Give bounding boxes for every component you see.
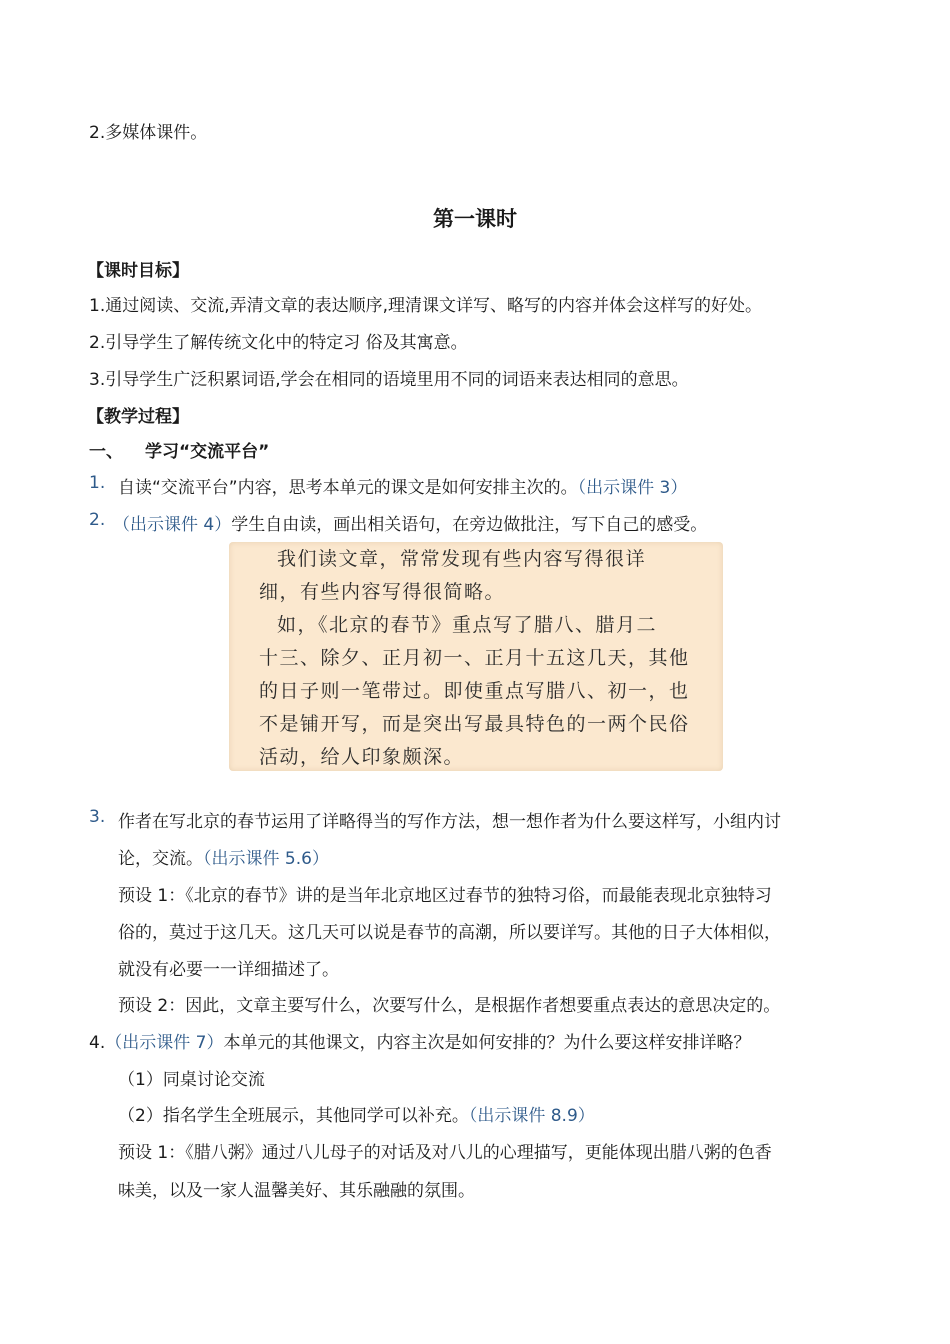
- step-1-number: 1.: [89, 473, 106, 493]
- goal-item-1: 1.通过阅读、交流,弄清文章的表达顺序,理清课文详写、略写的内容并体会这样写的好处。: [89, 296, 763, 316]
- step-4-sub-2: [118, 1101, 595, 1126]
- step-2-courseware-ref[interactable]: （出示课件 4）: [113, 515, 232, 535]
- step-4-sub-1: （1）同桌讨论交流: [118, 1070, 265, 1090]
- excerpt-line: 我们读文章，常常发现有些内容写得很详: [277, 548, 647, 570]
- excerpt-line: 如，《北京的春节》重点写了腊八、腊月二: [277, 614, 658, 636]
- step-3-courseware-ref[interactable]: （出示课件 5.6）: [203, 849, 329, 869]
- step-3-preset-1-line: 预设 1：《北京的春节》讲的是当年北京地区过春节的独特习俗，而最能表现北京独特习: [118, 886, 772, 906]
- process-heading: 【教学过程】: [87, 407, 189, 427]
- goals-heading: 【课时目标】: [87, 261, 189, 281]
- step-3-line-1: 作者在写北京的春节运用了详略得当的写作方法，想一想作者为什么要这样写，小组内讨: [118, 812, 781, 832]
- step-2-text: 学生自由读，画出相关语句，在旁边做批注，写下自己的感受。: [231, 515, 708, 535]
- material-item-media: 2.多媒体课件。: [89, 123, 208, 143]
- step-4-preset-1-line: 预设 1：《腊八粥》通过八儿母子的对话及对八儿的心理描写，更能体现出腊八粥的色香: [118, 1143, 772, 1163]
- step-4-text: 本单元的其他课文，内容主次是如何安排的？为什么要这样安排详略？: [223, 1033, 751, 1053]
- step-2-number: 2.: [89, 510, 106, 530]
- step-3-text: 论，交流。: [118, 849, 203, 869]
- step-3-preset-1-line: 俗的，莫过于这几天。这几天可以说是春节的高潮，所以要详写。其他的日子大体相似，: [118, 923, 781, 943]
- step-3-preset-2: 预设 2：因此，文章主要写什么，次要写什么，是根据作者想要重点表达的意思决定的。: [118, 996, 781, 1016]
- step-3-preset-1-line: 就没有必要一一详细描述了。: [118, 960, 339, 980]
- step-4-preset-1-line: 味美，以及一家人温馨美好、其乐融融的氛围。: [118, 1181, 475, 1201]
- step-4-courseware-ref[interactable]: （出示课件 7）: [105, 1033, 224, 1053]
- textbook-excerpt-image: [229, 542, 723, 771]
- lesson-title: 第一课时: [433, 207, 517, 231]
- excerpt-line: 十三、除夕、正月初一、正月十五这几天，其他: [259, 647, 690, 669]
- goal-item-3: 3.引导学生广泛积累词语,学会在相同的语境里用不同的词语来表达相同的意思。: [89, 370, 689, 390]
- goal-item-2: 2.引导学生了解传统文化中的特定习 俗及其寓意。: [89, 333, 468, 353]
- step-1: [118, 473, 687, 498]
- step-1-text: 自读“交流平台”内容，思考本单元的课文是如何安排主次的。: [118, 478, 578, 498]
- step-4-sub-2-text: （2）指名学生全班展示，其他同学可以补充。: [118, 1106, 469, 1126]
- section-number: 一、: [89, 442, 123, 462]
- step-3-line-2: [118, 844, 329, 869]
- excerpt-line: 的日子则一笔带过。即使重点写腊八、初一，也: [259, 680, 690, 702]
- step-3-number: 3.: [89, 807, 106, 827]
- step-2: [113, 510, 707, 535]
- step-4-number: 4.: [89, 1033, 106, 1053]
- excerpt-line: 不是铺开写，而是突出写最具特色的一两个民俗: [259, 713, 690, 735]
- step-1-courseware-ref[interactable]: （出示课件 3）: [577, 478, 688, 498]
- excerpt-line: 活动，给人印象颇深。: [259, 746, 465, 768]
- step-4-sub-2-courseware-ref[interactable]: （出示课件 8.9）: [468, 1106, 595, 1126]
- excerpt-line: 细，有些内容写得很简略。: [259, 581, 506, 603]
- step-4: [89, 1028, 750, 1053]
- section-title: 学习“交流平台”: [145, 442, 270, 462]
